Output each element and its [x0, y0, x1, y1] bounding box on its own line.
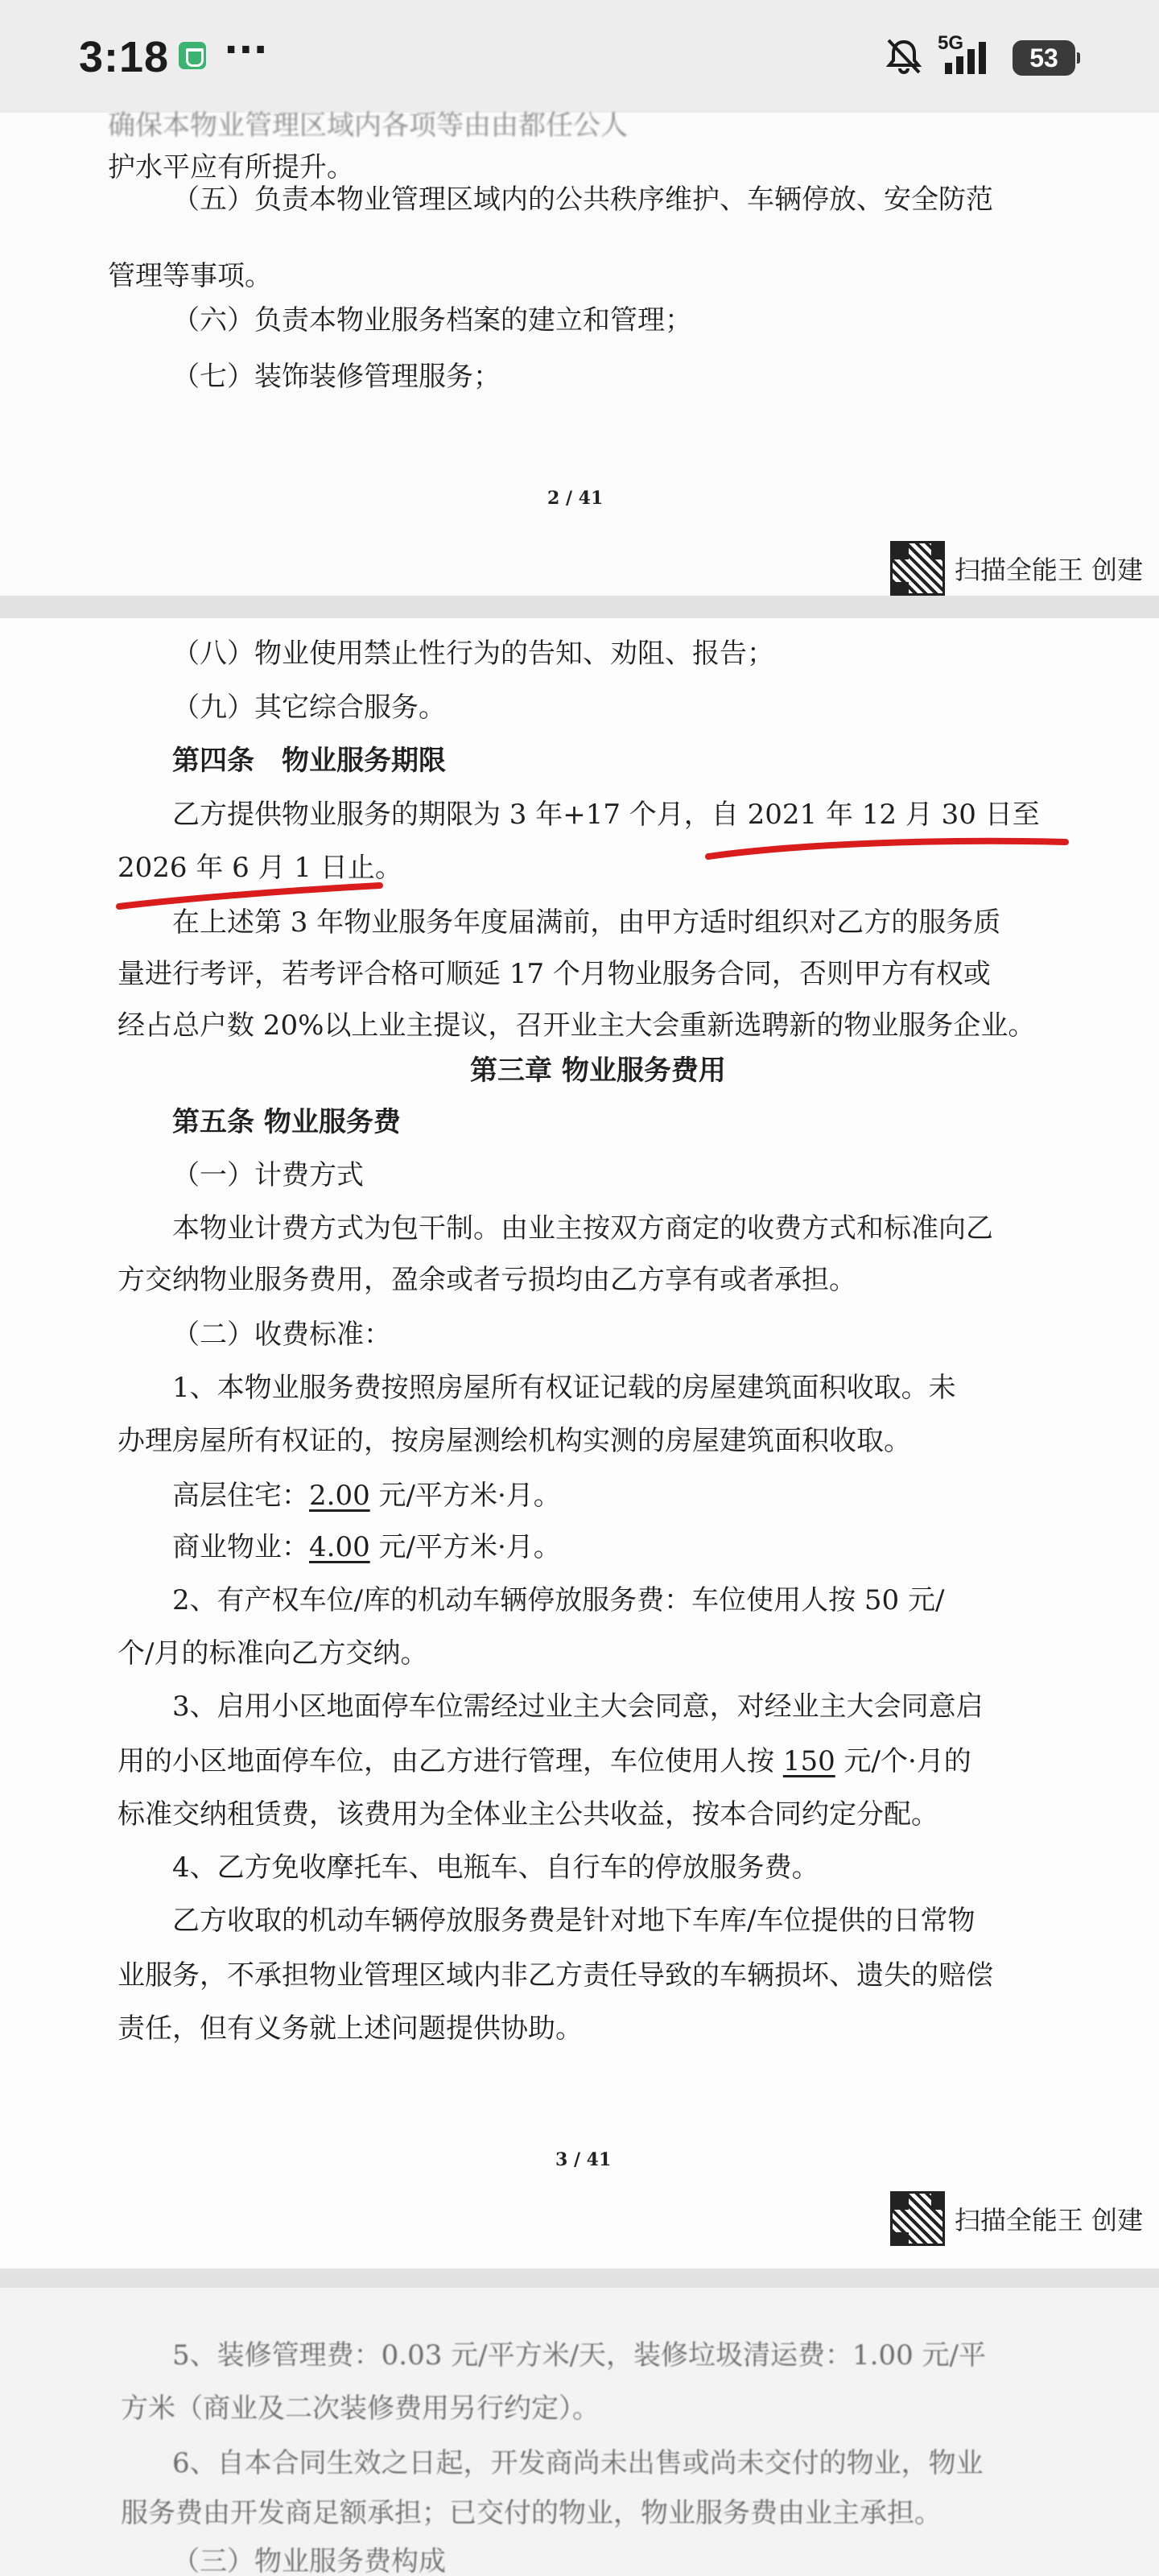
text-line: 1、本物业服务费按照房屋所有权证记载的房屋建筑面积收取。未: [172, 1372, 956, 1404]
text-line: 4、乙方免收摩托车、电瓶车、自行车的停放服务费。: [172, 1852, 819, 1884]
text-line: [118, 1744, 971, 1779]
text-line: 乙方提供物业服务的期限为 3 年+17 个月，自 2021 年 12 月 30 日至: [172, 799, 1040, 831]
text-line: （九）其它综合服务。: [172, 691, 446, 724]
text-line: 护水平应有所提升。: [108, 151, 354, 184]
more-notifications-icon: ···: [224, 27, 268, 72]
watermark-text: 扫描全能王 创建: [954, 2205, 1143, 2235]
battery-icon: 53: [1013, 40, 1075, 76]
document-page-3: [0, 618, 1159, 2268]
chapter-heading: 第三章 物业服务费用: [470, 1055, 726, 1087]
document-page-2: [0, 109, 1159, 596]
page-number: 3 / 41: [555, 2149, 612, 2170]
text-line: 管理等事项。: [108, 260, 272, 292]
article-heading: 第五条 物业服务费: [172, 1106, 401, 1138]
fee-value: 4.00: [309, 1531, 370, 1563]
text-line: 方交纳物业服务费用，盈余或者亏损均由乙方享有或者承担。: [118, 1264, 856, 1296]
text-line: （七）装饰装修管理服务；: [172, 361, 501, 393]
app-notification-icon: [179, 42, 206, 69]
watermark-text: 扫描全能王 创建: [954, 555, 1143, 585]
status-bar: [0, 0, 1159, 113]
fee-unit: 元/平方米·月。: [369, 1480, 561, 1512]
fee-value: 2.00: [309, 1480, 370, 1512]
signal-icon: [935, 40, 993, 76]
text-line: 方米（商业及二次装修费用另行约定）。: [121, 2392, 600, 2425]
status-time: 3:18: [79, 33, 170, 81]
text-line: （一）计费方式: [172, 1159, 364, 1191]
fee-value: 150: [782, 1745, 835, 1777]
text-line: （五）负责本物业管理区域内的公共秩序维护、车辆停放、安全防范: [172, 184, 993, 216]
text-line: 服务费由开发商足额承担；已交付的物业，物业服务费由业主承担。: [121, 2497, 942, 2529]
network-type: 5G: [938, 32, 964, 54]
text-line: （六）负责本物业服务档案的建立和管理；: [172, 304, 692, 336]
text-line: 6、自本合同生效之日起，开发商尚未出售或尚未交付的物业，物业: [172, 2447, 984, 2479]
text-line: 本物业计费方式为包干制。由业主按双方商定的收费方式和标准向乙: [172, 1212, 993, 1245]
document-page-4: [0, 2288, 1159, 2576]
fee-label: 商业物业：: [172, 1531, 309, 1563]
text-line: 业服务，不承担物业管理区域内非乙方责任导致的车辆损坏、遗失的赔偿: [118, 1959, 993, 1992]
text-line: 在上述第 3 年物业服务年度届满前，由甲方适时组织对乙方的服务质: [172, 906, 1001, 939]
scanner-watermark: [890, 2191, 1143, 2246]
page-number: 2 / 41: [547, 488, 604, 509]
text-segment: 用的小区地面停车位，由乙方进行管理，车位使用人按: [118, 1745, 783, 1777]
text-line: （二）收费标准：: [172, 1319, 391, 1351]
text-line: 责任，但有义务就上述问题提供协助。: [118, 2013, 583, 2045]
text-line: 确保本物业管理区域内各项等由由都任公人: [108, 109, 628, 142]
text-line: （三）物业服务费构成: [172, 2545, 446, 2576]
fee-unit: 元/平方米·月。: [369, 1531, 561, 1563]
text-line: 经占总户数 20%以上业主提议，召开业主大会重新选聘新的物业服务企业。: [118, 1009, 1036, 1042]
article-heading: 第四条 物业服务期限: [172, 745, 446, 777]
text-line: 2026 年 6 月 1 日止。: [118, 852, 402, 884]
text-line: 标准交纳租赁费，该费用为全体业主公共收益，按本合同约定分配。: [118, 1798, 938, 1831]
fee-residential: [172, 1478, 561, 1513]
text-line: （八）物业使用禁止性行为的告知、劝阻、报告；: [172, 638, 774, 670]
red-underline-annotation: [702, 832, 1072, 865]
text-line: 个/月的标准向乙方交纳。: [118, 1637, 428, 1670]
qr-code-icon: [890, 541, 945, 596]
text-line: 2、有产权车位/库的机动车辆停放服务费：车位使用人按 50 元/: [172, 1584, 945, 1616]
scanner-watermark: [890, 541, 1143, 596]
text-line: 量进行考评，若考评合格可顺延 17 个月物业服务合同，否则甲方有权或: [118, 958, 991, 990]
qr-code-icon: [890, 2191, 945, 2246]
fee-label: 高层住宅：: [172, 1480, 309, 1512]
text-segment: 元/个·月的: [835, 1745, 971, 1777]
bell-muted-icon: [884, 37, 924, 76]
text-line: 5、装修管理费：0.03 元/平方米/天，装修垃圾清运费：1.00 元/平: [172, 2339, 987, 2372]
text-line: 办理房屋所有权证的，按房屋测绘机构实测的房屋建筑面积收取。: [118, 1425, 911, 1457]
fee-commercial: [172, 1530, 561, 1565]
text-line: 乙方收取的机动车辆停放服务费是针对地下车库/车位提供的日常物: [172, 1905, 975, 1937]
text-line: 3、启用小区地面停车位需经过业主大会同意，对经业主大会同意启: [172, 1690, 984, 1723]
